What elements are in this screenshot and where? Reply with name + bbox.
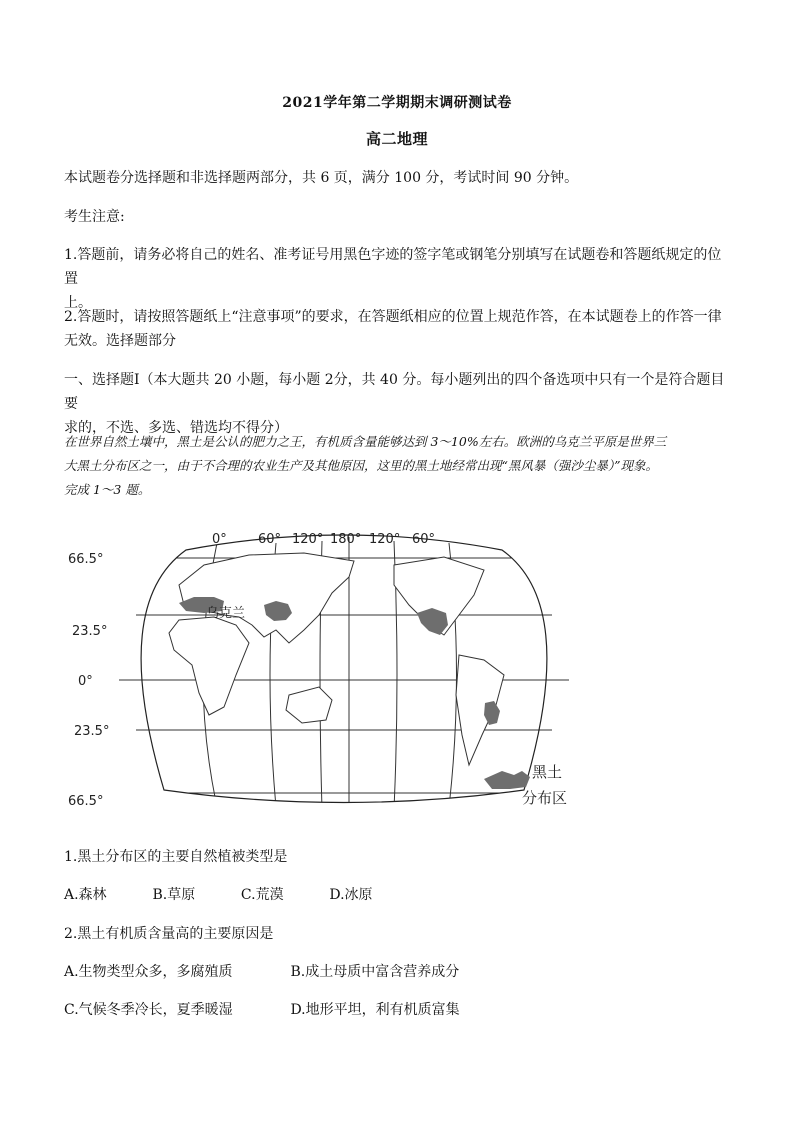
subject-title: 高二地理 [365,130,428,148]
longitude-labels [212,532,435,547]
ukraine-label: 乌克兰 [206,606,246,621]
lat-label-0: 0° [78,674,93,689]
lat-label-23n: 23.5° [72,624,108,639]
continents [169,553,504,765]
option-a[interactable]: A.森林 [64,887,107,903]
lon-label-60w: 60° [412,532,436,547]
legend-black-soil-swatch [484,771,530,789]
question-2-options-row-2 [64,998,734,1022]
option-c[interactable]: C.气候冬季冷长，夏季暖湿 [64,1002,233,1018]
legend-label-line-2: 分布区 [522,789,568,807]
notice-heading: 考生注意: [64,209,125,225]
australia [286,687,332,723]
legend-label-line-1: 黑土 [532,763,563,781]
section-line-a: 一、选择题Ⅰ（本大题共 20 小题，每小题 2分，共 40 分。每小题列出的四个备选项中只有一个是符合题目要 [64,372,725,412]
option-d[interactable]: D.冰原 [329,887,373,903]
option-a[interactable]: A.生物类型众多，多腐殖质 [64,964,233,980]
passage-line-2: 大黑土分布区之一，由于不合理的农业生产及其他原因，这里的黑土地经常出现“黑风暴（强沙尘暴）”现象。 [64,458,659,473]
question-2-options-row-1 [64,960,734,984]
world-map [64,525,624,815]
option-b[interactable]: B.草原 [152,887,196,903]
world-map-figure [64,525,624,815]
notice-2 [64,305,734,353]
notice-1-line-b: 上。 [64,295,92,311]
notice-1-line-a: 1.答题前，请务必将自己的姓名、准考证号用黑色字迹的签字笔或钢笔分别填写在试题卷和答题纸规定的位置 [64,247,722,287]
notice-2-line-b: 无效。选择题部分 [64,333,176,349]
africa [169,617,249,715]
passage-line-1: 在世界自然土壤中，黑土是公认的肥力之王，有机质含量能够达到 3～10%左右。欧洲的乌克兰平原是世界三 [64,434,667,449]
option-d[interactable]: D.地形平坦，利有机质富集 [290,1002,460,1018]
lat-label-66s: 66.5° [68,794,104,809]
lon-label-120w: 120° [369,532,401,547]
lon-label-120e: 120° [292,532,324,547]
question-2: 2.黑土有机质含量高的主要原因是 [64,926,274,942]
option-b[interactable]: B.成土母质中富含营养成分 [290,964,460,980]
passage-line-3: 完成 1～3 题。 [64,482,151,497]
intro-line: 本试题卷分选择题和非选择题两部分，共 6 页，满分 100 分，考试时间 90 分钟。 [64,170,579,186]
graticule [124,537,564,813]
latitude-labels [68,552,109,809]
question-1-options [64,883,734,907]
lon-label-180: 180° [330,532,362,547]
option-c[interactable]: C.荒漠 [240,887,284,903]
lon-label-60e: 60° [258,532,282,547]
lat-label-23s: 23.5° [74,724,110,739]
notice-2-line-a: 2.答题时，请按照答题纸上“注意事项”的要求，在答题纸相应的位置上规范作答，在本试题卷上的作答一律 [64,309,722,325]
reading-passage [64,430,744,502]
page-title: 2021学年第二学期期末调研测试卷 [282,95,512,111]
section-line-b: 求的，不选、多选、错选均不得分） [64,420,288,436]
lat-label-66n: 66.5° [68,552,104,567]
lon-label-0: 0° [212,532,227,547]
question-1: 1.黑土分布区的主要自然植被类型是 [64,849,288,865]
